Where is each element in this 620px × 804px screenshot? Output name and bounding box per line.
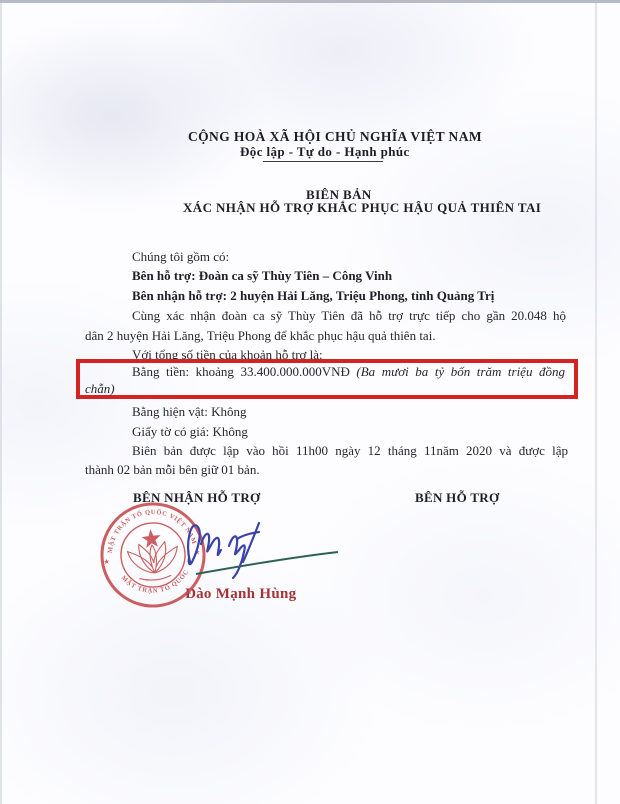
stamp-left-star-icon: ★ — [103, 557, 111, 567]
stamp-top-arc-text: MẶT TRẬN TỔ QUỐC VIỆT NAM — [106, 508, 198, 554]
handwritten-signature — [180, 506, 345, 584]
scan-left-edge — [0, 3, 2, 804]
amount-line — [132, 364, 565, 380]
national-motto-line2: Độc lập - Tự do - Hạnh phúc — [240, 144, 410, 159]
in-kind-line: Bằng hiện vật: Không — [132, 404, 247, 419]
amount-in-words-line2: chẵn) — [85, 381, 115, 396]
scan-right-edge — [595, 3, 597, 804]
recipient-signature-title: BÊN NHẬN HỖ TRỢ — [133, 490, 261, 505]
national-motto-line1: CỘNG HOÀ XÃ HỘI CHỦ NGHĨA VIỆT NAM — [188, 129, 483, 144]
signer-name: Đào Mạnh Hùng — [185, 586, 297, 602]
supporter-signature-title: BÊN HỖ TRỢ — [415, 490, 500, 505]
closing-line2: thành 02 bản mỗi bên giữ 01 bản. — [85, 462, 260, 477]
recipient-line: Bên nhận hỗ trợ: 2 huyện Hải Lăng, Triệu Phong, tỉnh Quảng Trị — [132, 288, 495, 303]
confirmation-line2: dân 2 huyện Hải Lăng, Triệu Phong để khắc phục hậu quả thiên tai. — [85, 328, 436, 343]
total-amount-intro-line: Với tổng số tiền của khoản hỗ trợ là: — [132, 347, 323, 362]
document-title-line1: BIÊN BẢN — [306, 187, 372, 202]
stamp-right-star-icon: ★ — [193, 548, 201, 557]
amount-number-text: Bằng tiền: khoảng 33.400.000.000VNĐ — [132, 364, 350, 379]
stamp-bottom-arc-text: MẶT TRẬN TỔ QUỐC — [119, 568, 191, 595]
motto-underline — [263, 161, 383, 162]
amount-in-words-line1: (Ba mươi ba tỷ bốn trăm triệu đồng — [356, 364, 565, 379]
stamp-lotus-petals-icon — [127, 540, 181, 582]
document-title-line2: XÁC NHẬN HỖ TRỢ KHẮC PHỤC HẬU QUẢ THIÊN TAI — [183, 200, 542, 215]
closing-line1: Biên bản được lập vào hồi 11h00 ngày 12 tháng 11năm 2020 và được lập — [132, 443, 568, 458]
body-intro-line: Chúng tôi gồm có: — [132, 249, 230, 264]
supporter-line: Bên hỗ trợ: Đoàn ca sỹ Thùy Tiên – Công Vinh — [132, 268, 393, 283]
valuable-papers-line: Giấy tờ có giá: Không — [132, 424, 248, 439]
confirmation-line1: Cùng xác nhận đoàn ca sỹ Thùy Tiên đã hỗ trợ trực tiếp cho gần 20.048 hộ — [132, 308, 566, 323]
